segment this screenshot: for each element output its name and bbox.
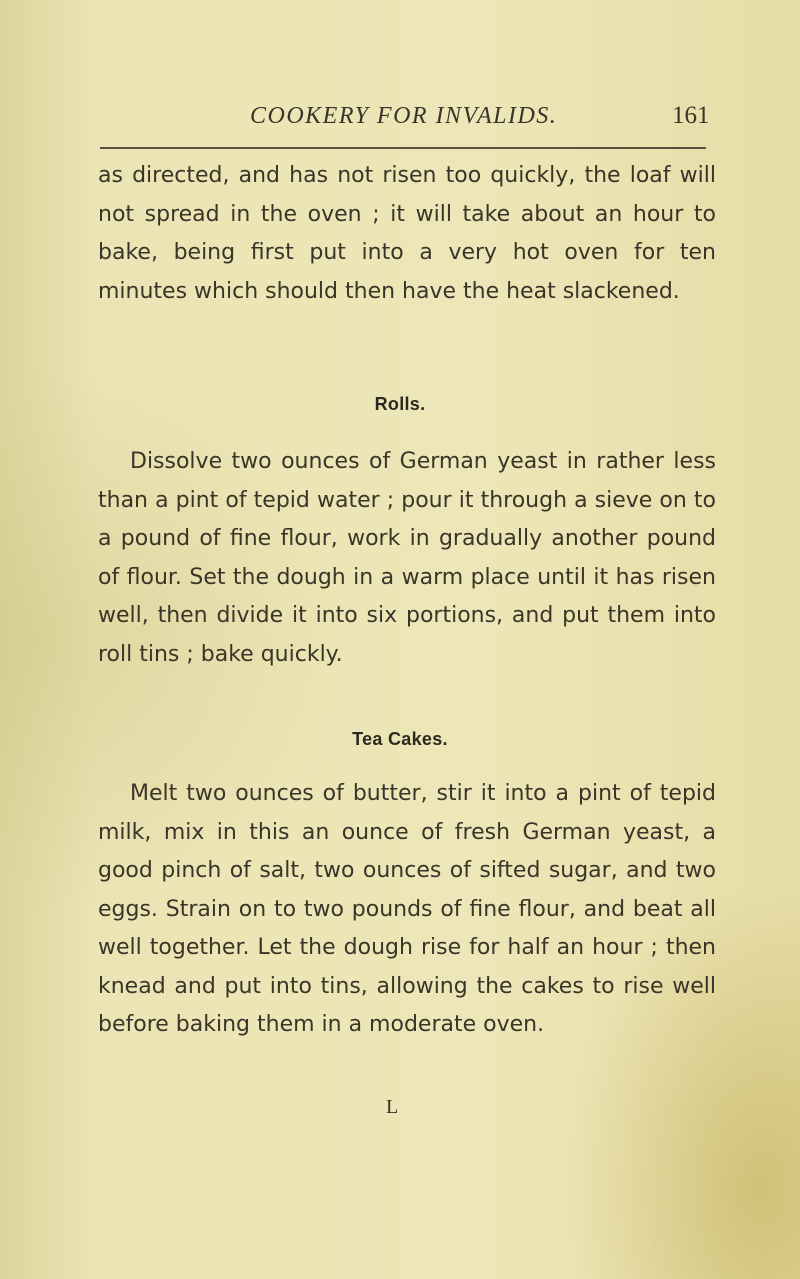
section-heading-tea-cakes: Tea Cakes. xyxy=(352,729,448,749)
header-rule xyxy=(100,147,706,149)
rolls-paragraph: Dissolve two ounces of German yeast in rather less than a pint of tepid water ; pour it through a sieve on to a pound of fine flour, work in gradually another pound of flour. Set the dough in a warm place until it has risen well, then divide it into six portions, and put them into roll tins ; bake quickly. xyxy=(98,449,716,667)
page-number: 161 xyxy=(672,102,710,129)
section-heading-rolls: Rolls. xyxy=(374,394,426,414)
tea-cakes-paragraph: Melt two ounces of butter, stir it into a pint of tepid milk, mix in this an ounce of fresh German yeast, a good pinch of salt, two ounces of sifted sugar, and two eggs. Strain on to two pounds of fine flour, and beat all well together. Let the dough rise for half an hour ; then knead and put into tins, allowing the cakes to rise well before baking them in a moderate oven. xyxy=(98,781,716,1037)
signature-mark: L xyxy=(386,1096,399,1118)
continuation-paragraph: as directed, and has not risen too quickly, the loaf will not spread in the oven ; it will take about an hour to bake, being first put into a very hot oven for ten minutes which should then have the heat slackened. xyxy=(98,163,716,304)
running-title: COOKERY FOR INVALIDS. xyxy=(250,103,558,129)
